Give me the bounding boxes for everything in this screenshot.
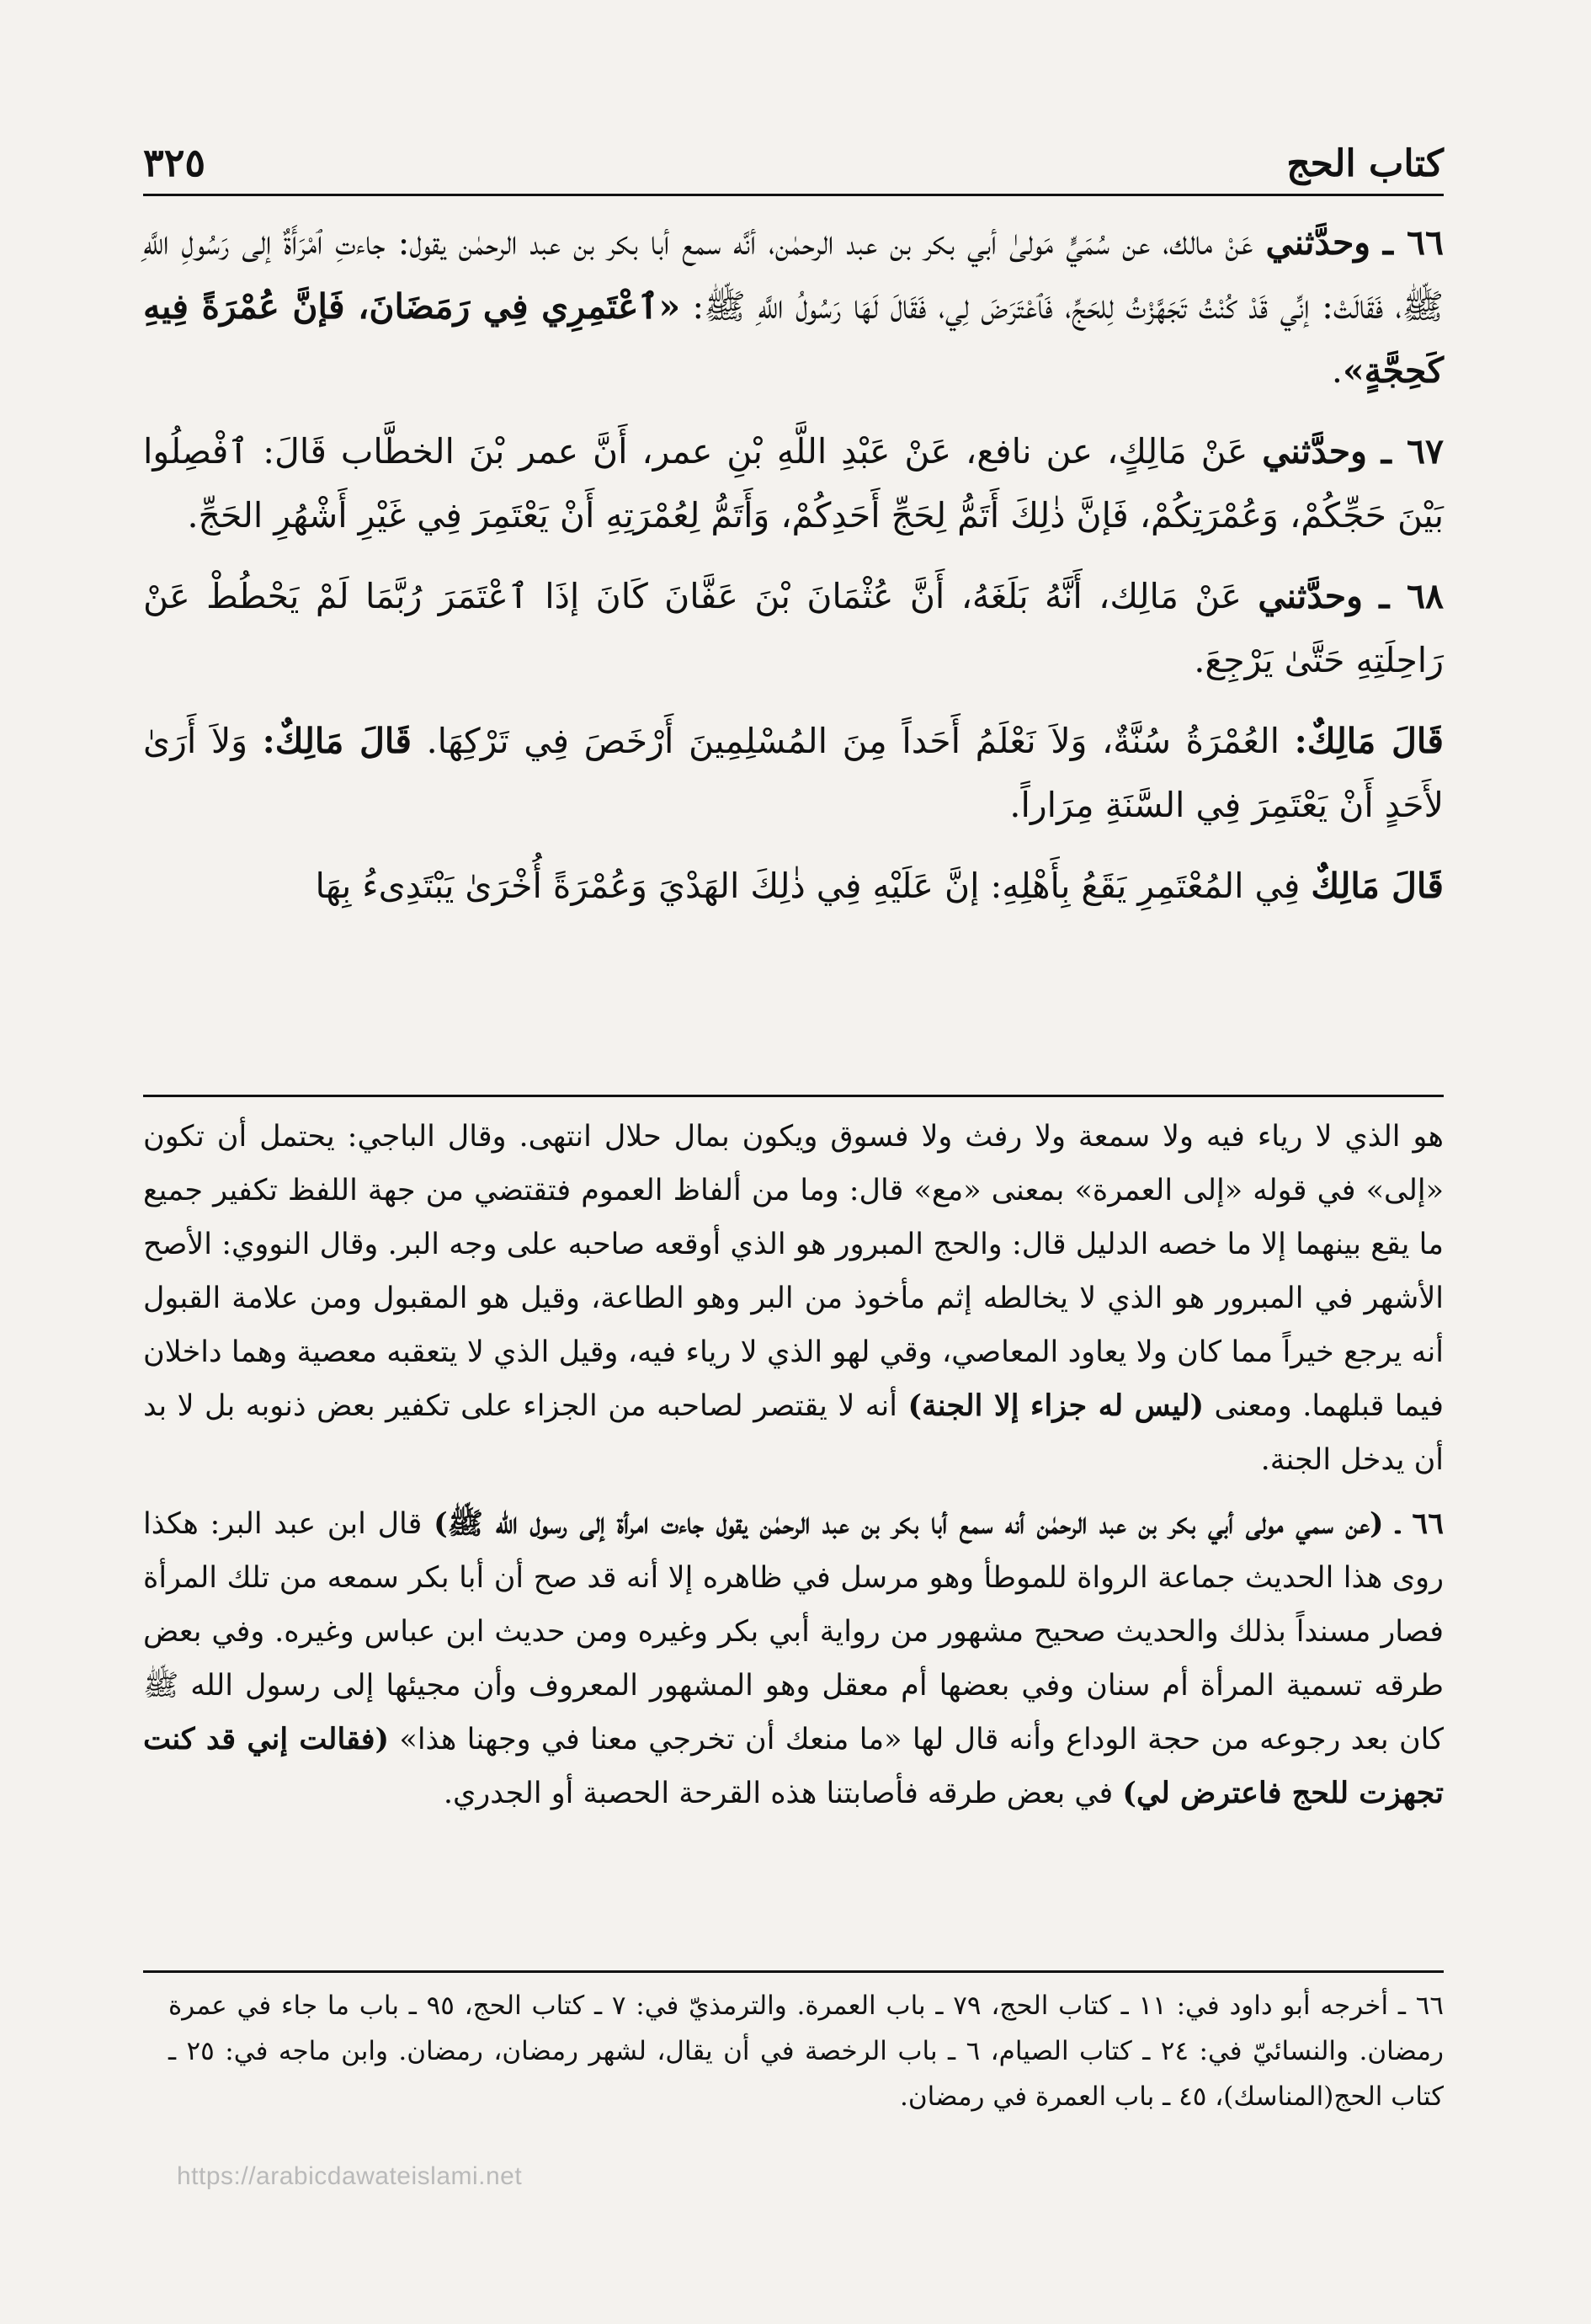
hadith-text: عَنْ مَالِك، أَنَّهُ بَلَغَهُ، أَنَّ عُثْمَانَ بْنَ عَفَّانَ كَانَ إذَا ٱعْتَمَرَ رُبَّمَا لَمْ يَحْطُطْ عَنْ رَاحِلَتِهِ حَتَّىٰ يَرْجِعَ. (143, 576, 1444, 680)
hadith-66 (143, 211, 1444, 402)
main-text (143, 211, 1444, 935)
hadith-number: ٦٧ ـ (1381, 431, 1444, 472)
commentary-text: أنه لا يقتصر لصاحبه من الجزاء على تكفير بعض ذنوبه بل لا بد أن يدخل الجنة. (143, 1389, 1444, 1477)
hadith-quote: «ٱعْتَمِرِي فِي رَمَضَانَ، فَإنَّ عُمْرَةً فِيهِ كَحِجَّةٍ» (143, 286, 1444, 391)
commentary-paragraph (143, 1110, 1444, 1487)
footnote (168, 1983, 1444, 2119)
hadith-number: ٦٨ ـ (1379, 576, 1444, 616)
page-number: ٣٢٥ (143, 140, 206, 185)
hadith-text: عَنْ مَالِكٍ، عن نافع، عَنْ عَبْدِ اللَّهِ بْنِ عمر، أَنَّ عمر بْنَ الخطَّاب قَالَ: ٱفْصِلُوا بَيْنَ حَجِّكُمْ، وَعُمْرَتِكُمْ، فَإنَّ ذٰلِكَ أَتَمُّ لِحَجِّ أَحَدِكُمْ، وَأَتَمُّ لِعُمْرَتِهِ أَنْ يَعْتَمِرَ فِي غَيْرِ أَشْهُرِ الحَجِّ. (143, 431, 1444, 536)
commentary-paragraph (143, 1497, 1444, 1820)
footnote-text: ٦٦ ـ أخرجه أبو داود في: ١١ ـ كتاب الحج، ٧٩ ـ باب العمرة. والترمذيّ في: ٧ ـ كتاب الحج، ٩٥ ـ باب ما جاء في عمرة رمضان. والنسائيّ في: ٢٤ ـ كتاب الصيام، ٦ ـ باب الرخصة في أن يقال، لشهر رمضان، رمضان. وابن ماجه في: ٢٥ ـ كتاب الحج(المناسك)، ٤٥ ـ باب العمرة في رمضان. (168, 1991, 1444, 2112)
header-divider (143, 194, 1444, 196)
commentary-quote: ٦٦ ـ (عن سمي مولى أبي بكر بن عبد الرحمٰن أنه سمع أبا بكر بن عبد الرحمٰن يقول جاءت امرأة إلى رسول الله ﷺ) (434, 1506, 1444, 1541)
malik-label: قَالَ مَالِكٌ: (262, 721, 412, 761)
commentary-text: هو الذي لا رياء فيه ولا سمعة ولا رفث ولا فسوق ويكون بمال حلال انتهى. وقال الباجي: يحتمل أن تكون «إلى» في قوله «إلى العمرة» بمعنى «مع» قال: وما من ألفاظ العموم فتقتضي من جهة اللفظ تكفير جميع ما يقع بينهما إلا ما خصه الدليل قال: والحج المبرور هو الذي أوقعه صاحبه على وجه البر. وقال النووي: الأصح الأشهر في المبرور هو الذي لا يخالطه إثم مأخوذ من البر وهو الطاعة، وقيل هو المقبول ومن علامة القبول أنه يرجع خيراً مما كان ولا يعاود المعاصي، وقي لهو الذي لا رياء فيه، وقيل الذي لا يتعقبه معصية وهما داخلان فيما قبلهما. ومعنى (143, 1120, 1444, 1423)
footnote-divider (143, 1970, 1444, 1973)
page-header (143, 118, 1444, 185)
malik-statement-1 (143, 709, 1444, 837)
commentary-text: قال ابن عبد البر: هكذا روى هذا الحديث جماعة الرواة للموطأ وهو مرسل في ظاهره إلا أنه قد صح أن أبا بكر سمعه من تلك المرأة فصار مسنداً بذلك والحديث صحيح مشهور من رواية أبي بكر وغيره ومن حديث ابن عباس وغيره. وفي بعض طرقه تسمية المرأة أم سنان وفي بعضها أم معقل وهو المشهور المعروف وأن مجيئها إلى رسول الله ﷺ كان بعد رجوعه من حجة الوداع وأنه قال لها «ما منعك أن تخرجي معنا في وجهنا هذا» (143, 1507, 1444, 1756)
commentary-text: في بعض طرقه فأصابتنا هذه القرحة الحصبة أو الجدري. (443, 1777, 1114, 1810)
hadith-67 (143, 419, 1444, 547)
hadith-number: ٦٦ ـ (1382, 222, 1444, 263)
hadith-end: . (1331, 350, 1343, 391)
malik-statement-2 (143, 854, 1444, 918)
commentary-divider (143, 1095, 1444, 1097)
malik-label: قَالَ مَالِكٌ: (1294, 721, 1444, 761)
hadith-lead: وحدَّثني (1265, 222, 1371, 263)
hadith-text: عَنْ مالك، عن سُمَيٍّ مَولىٰ أبي بكر بن عبد الرحمٰن، أنَّه سمع أبا بكر بن عبد الرحمٰن يقول: جاءتِ ٱمْرَأَةٌ إلى رَسُولِ اللَّهِ ﷺ، فَقَالَتْ: إنِّي قَدْ كُنْتُ تَجَهَّزْتُ لِلحَجِّ، فَٱعْتَرَضَ لِي، فَقَالَ لَهَا رَسُولُ اللَّهِ ﷺ: (143, 222, 1444, 327)
hadith-lead: وحدَّثني (1262, 431, 1367, 472)
malik-label: قَالَ مَالِكٌ (1311, 866, 1444, 906)
malik-text: وَلاَ أَرَىٰ لأَحَدٍ أَنْ يَعْتَمِرَ فِي السَّنَةِ مِرَاراً. (143, 721, 1444, 825)
malik-text: فِي المُعْتَمِرِ يَقَعُ بِأَهْلِهِ: إنَّ عَلَيْهِ فِي ذٰلِكَ الهَدْيَ وَعُمْرَةً أُخْرَىٰ يَبْتَدِىءُ بِهَا (315, 866, 1301, 906)
running-title: كتاب الحج (1286, 142, 1444, 185)
commentary-quote: (ليس له جزاء إلا الجنة) (907, 1389, 1205, 1423)
malik-text: العُمْرَةُ سُنَّةٌ، وَلاَ نَعْلَمُ أَحَداً مِنَ المُسْلِمِينَ أَرْخَصَ فِي تَرْكِهَا. (426, 721, 1280, 761)
watermark-url: https://arabicdawateislami.net (177, 2162, 523, 2190)
hadith-lead: وحدَّثني (1258, 576, 1363, 616)
commentary (143, 1110, 1444, 1831)
hadith-68 (143, 564, 1444, 692)
commentary-quote: (فقالت إني قد كنت تجهزت للحج فاعترض لي) (143, 1722, 1444, 1810)
